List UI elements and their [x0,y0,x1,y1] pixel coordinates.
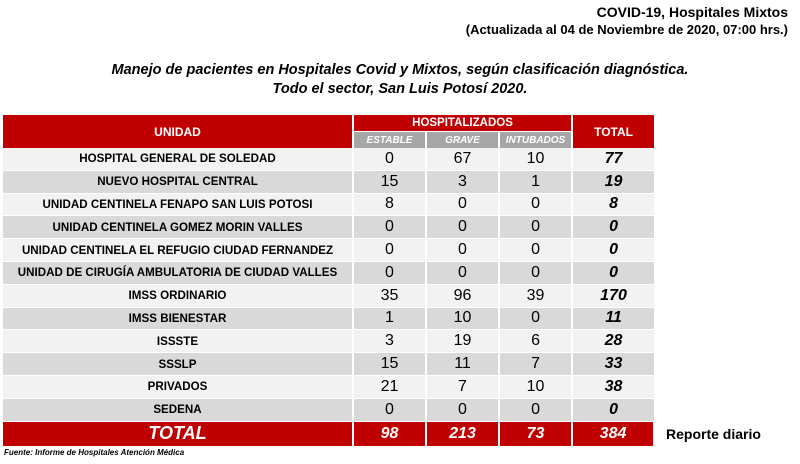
value-intubados: 0 [499,193,572,216]
unit-name: IMSS ORDINARIO [3,284,353,307]
value-total: 77 [572,148,654,170]
unit-name: UNIDAD DE CIRUGÍA AMBULATORIA DE CIUDAD VALLES [3,261,353,284]
unit-name: IMSS BIENESTAR [3,307,353,330]
totals-total: 384 [572,421,654,446]
value-grave: 0 [426,216,499,239]
value-estable: 15 [353,170,426,193]
table-row [3,284,654,307]
value-total: 0 [572,398,654,421]
totals-grave: 213 [426,421,499,446]
unit-name: UNIDAD CENTINELA GOMEZ MORIN VALLES [3,216,353,239]
value-estable: 0 [353,261,426,284]
unit-name: ISSSTE [3,330,353,353]
report-frequency-label: Reporte diario [666,426,761,442]
table-row [3,193,654,216]
value-intubados: 0 [499,307,572,330]
table-row [3,239,654,262]
value-estable: 3 [353,330,426,353]
value-estable: 0 [353,398,426,421]
unit-name: UNIDAD CENTINELA EL REFUGIO CIUDAD FERNANDEZ [3,239,353,262]
value-estable: 0 [353,148,426,170]
value-intubados: 10 [499,375,572,398]
value-intubados: 7 [499,353,572,376]
unit-name: UNIDAD CENTINELA FENAPO SAN LUIS POTOSI [3,193,353,216]
value-total: 33 [572,353,654,376]
value-intubados: 6 [499,330,572,353]
value-total: 170 [572,284,654,307]
value-intubados: 0 [499,239,572,262]
value-grave: 0 [426,239,499,262]
value-estable: 21 [353,375,426,398]
totals-estable: 98 [353,421,426,446]
value-grave: 0 [426,398,499,421]
totals-row [3,421,654,446]
value-total: 38 [572,375,654,398]
header-unidad: UNIDAD [3,115,353,148]
table-row [3,148,654,170]
value-grave: 67 [426,148,499,170]
unit-name: HOSPITAL GENERAL DE SOLEDAD [3,148,353,170]
header-total: TOTAL [572,115,654,148]
value-intubados: 1 [499,170,572,193]
unit-name: NUEVO HOSPITAL CENTRAL [3,170,353,193]
value-intubados: 39 [499,284,572,307]
value-grave: 0 [426,193,499,216]
patients-table [3,115,655,446]
header-estable: ESTABLE [353,132,426,149]
value-estable: 15 [353,353,426,376]
value-total: 0 [572,261,654,284]
unit-name: SSSLP [3,353,353,376]
value-estable: 0 [353,216,426,239]
value-estable: 35 [353,284,426,307]
table-row [3,216,654,239]
report-title: COVID-19, Hospitales Mixtos [596,4,788,20]
value-estable: 1 [353,307,426,330]
value-total: 28 [572,330,654,353]
value-intubados: 0 [499,398,572,421]
value-grave: 10 [426,307,499,330]
value-grave: 7 [426,375,499,398]
table-row [3,261,654,284]
update-timestamp: (Actualizada al 04 de Noviembre de 2020, 07:00 hrs.) [465,22,788,37]
value-intubados: 0 [499,216,572,239]
value-intubados: 0 [499,261,572,284]
table-row [3,398,654,421]
table-row [3,375,654,398]
value-grave: 19 [426,330,499,353]
value-estable: 8 [353,193,426,216]
value-total: 0 [572,216,654,239]
value-grave: 0 [426,261,499,284]
value-estable: 0 [353,239,426,262]
header-grave: GRAVE [426,132,499,149]
header-hospitalizados: HOSPITALIZADOS [353,115,572,132]
table-row [3,307,654,330]
value-total: 8 [572,193,654,216]
table-row [3,353,654,376]
value-total: 19 [572,170,654,193]
table-row [3,170,654,193]
table-caption-line1: Manejo de pacientes en Hospitales Covid y Mixtos, según clasificación diagnóstica. [111,62,689,78]
table-row [3,330,654,353]
unit-name: SEDENA [3,398,353,421]
source-note: Fuente: Informe de Hospitales Atención Médica [4,448,185,457]
value-grave: 3 [426,170,499,193]
totals-label: TOTAL [3,421,353,446]
table-caption-line2: Todo el sector, San Luis Potosí 2020. [272,81,528,97]
value-grave: 11 [426,353,499,376]
totals-intubados: 73 [499,421,572,446]
unit-name: PRIVADOS [3,375,353,398]
header-intubados: INTUBADOS [499,132,572,149]
value-total: 11 [572,307,654,330]
value-intubados: 10 [499,148,572,170]
value-grave: 96 [426,284,499,307]
value-total: 0 [572,239,654,262]
